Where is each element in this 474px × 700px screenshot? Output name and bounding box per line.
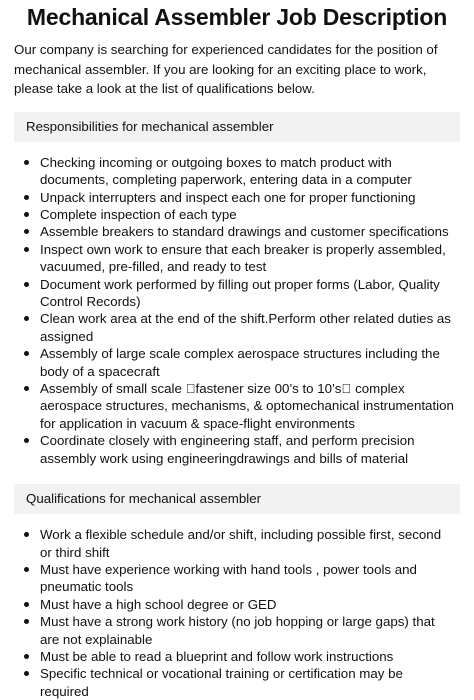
responsibilities-header: Responsibilities for mechanical assembler [14,112,460,142]
responsibilities-list [14,154,460,467]
list-item: Work a flexible schedule and/or shift, including possible first, second or third shift [40,526,460,561]
list-item: Checking incoming or outgoing boxes to match product with documents, completing paperwork, entering data in a computer [40,154,460,189]
list-item: Assembly of small scale  fastener size 00’s to 10’s  complex aerospace structures, mechanisms, & optomechanical instrumentation for application in vacuum & space-flight environments [40,380,460,432]
qualifications-header: Qualifications for mechanical assembler [14,484,460,514]
list-item: Document work performed by filling out proper forms (Labor, Quality Control Records) [40,276,460,311]
list-item: Must have a strong work history (no job hopping or large gaps) that are not explainable [40,613,460,648]
intro-paragraph: Our company is searching for experienced candidates for the position of mechanical assembler. If you are looking for an exciting place to work, please take a look at the list of qualifications below. [14,42,438,97]
list-item: Complete inspection of each type [40,206,460,223]
list-item: Clean work area at the end of the shift.Perform other related duties as assigned [40,310,460,345]
list-item: Specific technical or vocational training or certification may be required [40,665,460,700]
list-item: Must have experience working with hand tools , power tools and pneumatic tools [40,561,460,596]
list-item: Coordinate closely with engineering staff, and perform precision assembly work using engineeringdrawings and bills of material [40,432,460,467]
list-item: Unpack interrupters and inspect each one for proper functioning [40,189,460,206]
list-item: Must be able to read a blueprint and follow work instructions [40,648,460,665]
list-item: Must have a high school degree or GED [40,596,460,613]
list-item: Inspect own work to ensure that each breaker is properly assembled, vacuumed, pre-filled, and ready to test [40,241,460,276]
list-item: Assembly of large scale complex aerospace structures including the body of a spacecraft [40,345,460,380]
list-item: Assemble breakers to standard drawings and customer specifications [40,223,460,240]
qualifications-list [14,526,460,700]
page-title: Mechanical Assembler Job Description [26,4,448,30]
